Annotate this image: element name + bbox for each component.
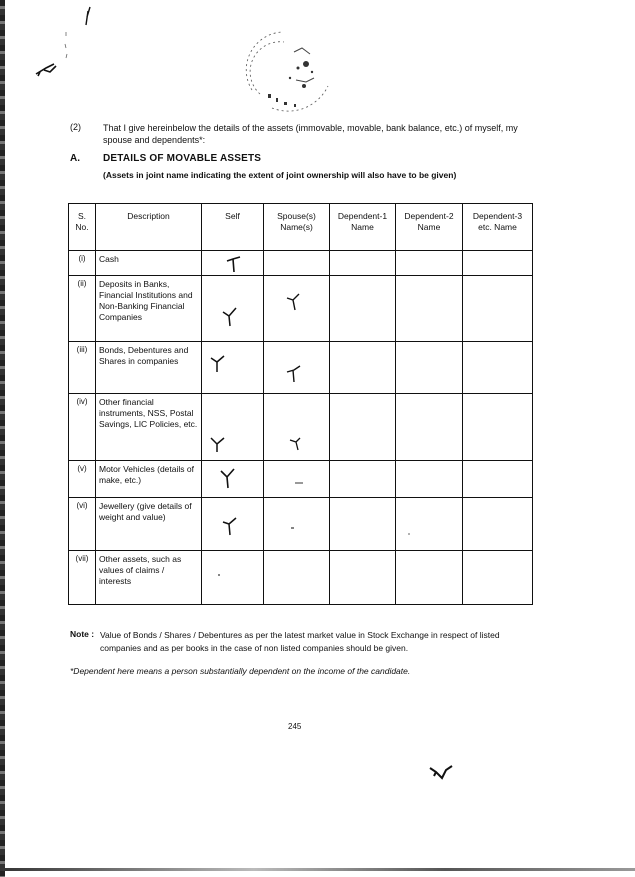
cell-dependent-3 bbox=[463, 342, 533, 394]
row-sno: (ii) bbox=[69, 276, 96, 342]
header-sno: S. No. bbox=[69, 204, 96, 251]
cell-self bbox=[202, 342, 264, 394]
section-subtitle: (Assets in joint name indicating the extent of joint ownership will also have to be given) bbox=[103, 170, 457, 180]
row-description: Motor Vehicles (details of make, etc.) bbox=[96, 461, 202, 498]
row-description: Bonds, Debentures and Shares in companies bbox=[96, 342, 202, 394]
cell-dependent-2 bbox=[396, 342, 463, 394]
handwritten-tick-icon bbox=[220, 514, 242, 536]
cell-self bbox=[202, 551, 264, 605]
handwritten-dash-icon bbox=[294, 481, 304, 485]
cell-spouse bbox=[264, 498, 330, 551]
header-dependent-1: Dependent-1 Name bbox=[330, 204, 396, 251]
cell-spouse bbox=[264, 394, 330, 461]
cell-dependent-1 bbox=[330, 461, 396, 498]
table-row bbox=[69, 251, 533, 276]
cell-spouse bbox=[264, 461, 330, 498]
pen-scribble-icon bbox=[80, 5, 94, 29]
dependent-footnote: *Dependent here means a person substantially dependent on the income of the candidate. bbox=[70, 666, 411, 676]
row-description: Other assets, such as values of claims / interests bbox=[96, 551, 202, 605]
cell-dependent-3 bbox=[463, 498, 533, 551]
cell-dependent-1 bbox=[330, 551, 396, 605]
handwritten-tick-icon bbox=[284, 290, 306, 312]
table-row bbox=[69, 342, 533, 394]
row-sno: (vi) bbox=[69, 498, 96, 551]
row-sno: (i) bbox=[69, 251, 96, 276]
row-description: Deposits in Banks, Financial Institutions and Non-Banking Financial Companies bbox=[96, 276, 202, 342]
pen-scribble-icon bbox=[62, 30, 70, 60]
header-dependent-2: Dependent-2 Name bbox=[396, 204, 463, 251]
cell-dependent-3 bbox=[463, 251, 533, 276]
movable-assets-table bbox=[68, 203, 533, 605]
table-row bbox=[69, 461, 533, 498]
handwritten-tick-icon bbox=[208, 432, 230, 454]
cell-spouse bbox=[264, 276, 330, 342]
table-row bbox=[69, 394, 533, 461]
handwritten-tick-icon bbox=[224, 253, 246, 275]
cell-dependent-1 bbox=[330, 498, 396, 551]
table-row bbox=[69, 498, 533, 551]
cell-spouse bbox=[264, 551, 330, 605]
cell-dependent-3 bbox=[463, 394, 533, 461]
row-sno: (iv) bbox=[69, 394, 96, 461]
row-description: Other financial instruments, NSS, Postal Savings, LIC Policies, etc. bbox=[96, 394, 202, 461]
handwritten-dash-icon bbox=[290, 526, 300, 530]
row-sno: (v) bbox=[69, 461, 96, 498]
cell-spouse bbox=[264, 251, 330, 276]
handwritten-dash-icon bbox=[406, 532, 416, 536]
cell-dependent-2 bbox=[396, 251, 463, 276]
header-self: Self bbox=[202, 204, 264, 251]
cell-dependent-1 bbox=[330, 276, 396, 342]
header-spouse: Spouse(s) Name(s) bbox=[264, 204, 330, 251]
cell-dependent-3 bbox=[463, 461, 533, 498]
handwritten-tick-icon bbox=[218, 467, 240, 489]
table-row bbox=[69, 551, 533, 605]
section-title: DETAILS OF MOVABLE ASSETS bbox=[103, 153, 262, 164]
header-description: Description bbox=[96, 204, 202, 251]
table-row bbox=[69, 276, 533, 342]
scan-edge-left bbox=[0, 0, 5, 877]
handwritten-tick-icon bbox=[284, 362, 306, 384]
header-dependent-3: Dependent-3 etc. Name bbox=[463, 204, 533, 251]
pen-scribble-icon bbox=[428, 762, 456, 784]
paragraph-number: (2) bbox=[70, 122, 81, 132]
row-sno: (vii) bbox=[69, 551, 96, 605]
note-text: Value of Bonds / Shares / Debentures as per the latest market value in Stock Exchange in respect of listed companies and as per books in the case of non listed companies should be given. bbox=[100, 630, 500, 653]
row-description: Cash bbox=[96, 251, 202, 276]
handwritten-dash-icon bbox=[216, 573, 226, 577]
cell-dependent-1 bbox=[330, 394, 396, 461]
cell-self bbox=[202, 461, 264, 498]
table-header-row bbox=[69, 204, 533, 251]
cell-dependent-2 bbox=[396, 394, 463, 461]
row-description: Jewellery (give details of weight and value) bbox=[96, 498, 202, 551]
cell-dependent-2 bbox=[396, 498, 463, 551]
cell-self bbox=[202, 394, 264, 461]
row-sno: (iii) bbox=[69, 342, 96, 394]
section-letter: A. bbox=[70, 153, 80, 164]
cell-dependent-3 bbox=[463, 551, 533, 605]
note-label: Note : bbox=[70, 629, 95, 639]
cell-self bbox=[202, 498, 264, 551]
cell-dependent-3 bbox=[463, 276, 533, 342]
cell-dependent-1 bbox=[330, 342, 396, 394]
paragraph-text: That I give hereinbelow the details of the assets (immovable, movable, bank balance, etc.) of myself, my spouse and dependents*: bbox=[103, 123, 518, 145]
cell-dependent-2 bbox=[396, 276, 463, 342]
cell-dependent-2 bbox=[396, 551, 463, 605]
official-seal-icon bbox=[232, 20, 342, 120]
cell-dependent-2 bbox=[396, 461, 463, 498]
scan-edge-bottom bbox=[0, 868, 635, 871]
pen-scribble-icon bbox=[34, 60, 60, 78]
cell-self bbox=[202, 251, 264, 276]
handwritten-tick-icon bbox=[286, 432, 308, 454]
cell-spouse bbox=[264, 342, 330, 394]
handwritten-tick-icon bbox=[220, 306, 242, 328]
cell-dependent-1 bbox=[330, 251, 396, 276]
cell-self bbox=[202, 276, 264, 342]
page-number: 245 bbox=[288, 722, 302, 731]
handwritten-tick-icon bbox=[208, 352, 230, 374]
